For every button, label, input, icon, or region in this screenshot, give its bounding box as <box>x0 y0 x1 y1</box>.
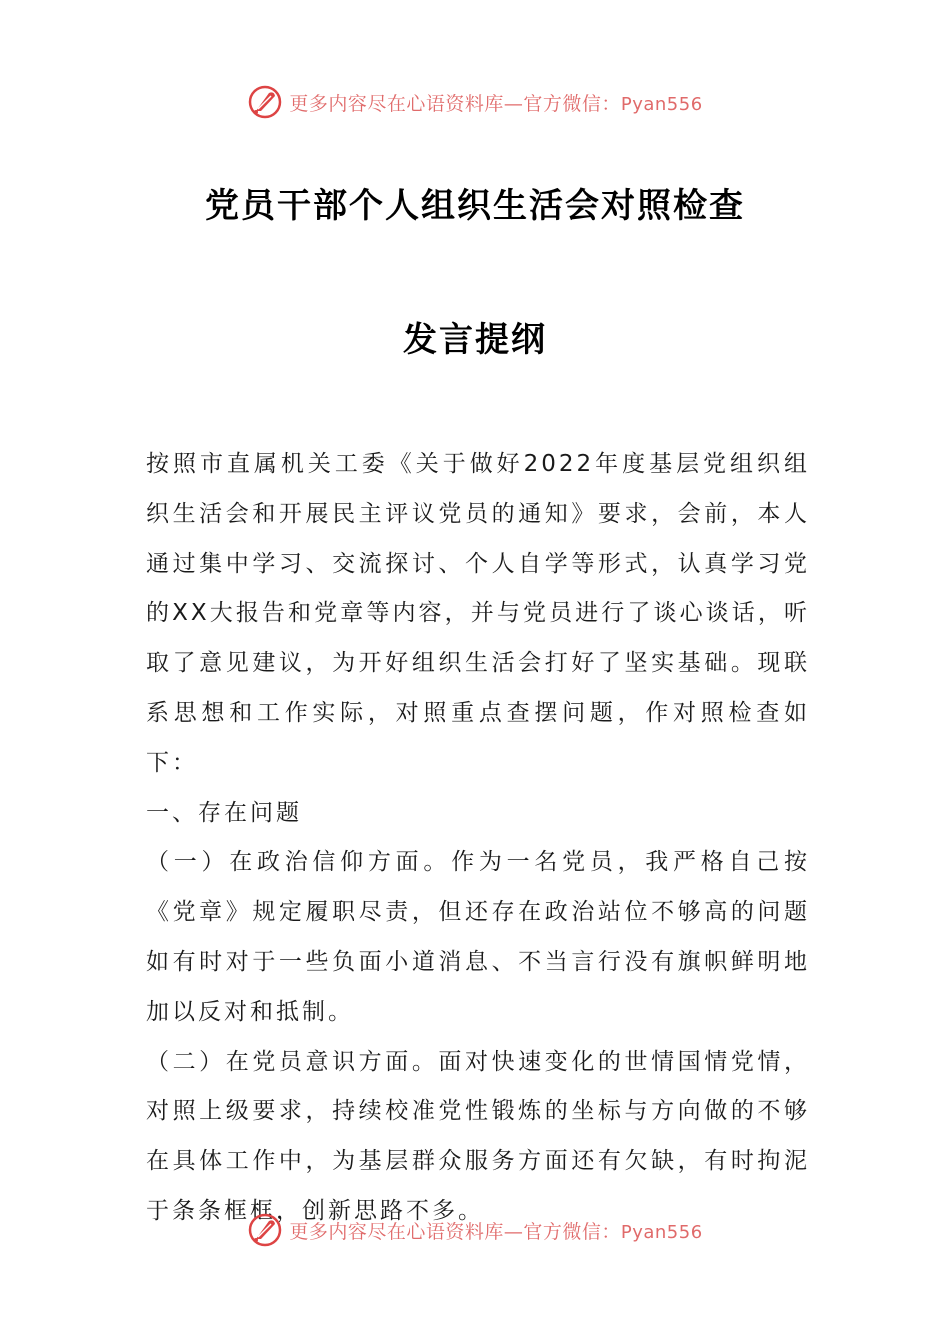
paragraph-party-awareness: （二）在党员意识方面。面对快速变化的世情国情党情，对照上级要求，持续校准党性锻炼的坐标与方向做的不够在具体工作中，为基层群众服务方面还有欠缺，有时拘泥于条条框框，创新思路不多。 <box>146 1048 810 1224</box>
paragraph-political-belief: （一）在政治信仰方面。作为一名党员，我严格自己按《党章》规定履职尽责，但还存在政治站位不够高的问题如有时对于一些负面小道消息、不当言行没有旗帜鲜明地加以反对和抵制。 <box>146 849 810 1025</box>
document-title-line-2: 发言提纲 <box>403 320 547 360</box>
watermark-text: 更多内容尽在心语资料库—官方微信：Pyan556 <box>289 1220 703 1243</box>
quill-logo-icon <box>247 84 283 120</box>
section-heading: 一、存在问题 <box>146 799 302 826</box>
intro-paragraph: 按照市直属机关工委《关于做好2022年度基层党组织组织生活会和开展民主评议党员的通知》要求，会前，本人通过集中学习、交流探讨、个人自学等形式，认真学习党的XX大报告和党章等内容，并与党员进行了谈心谈话，听取了意见建议，为开好组织生活会打好了坚实基础。现联系思想和工作实际，对照重点查摆问题，作对照检查如下： <box>146 451 810 776</box>
document-body <box>146 440 810 1237</box>
watermark-text: 更多内容尽在心语资料库—官方微信：Pyan556 <box>289 92 703 115</box>
quill-logo-icon <box>247 1212 283 1248</box>
document-title-line-1: 党员干部个人组织生活会对照检查 <box>205 186 745 226</box>
footer-watermark <box>0 1210 950 1250</box>
header-watermark <box>0 82 950 122</box>
